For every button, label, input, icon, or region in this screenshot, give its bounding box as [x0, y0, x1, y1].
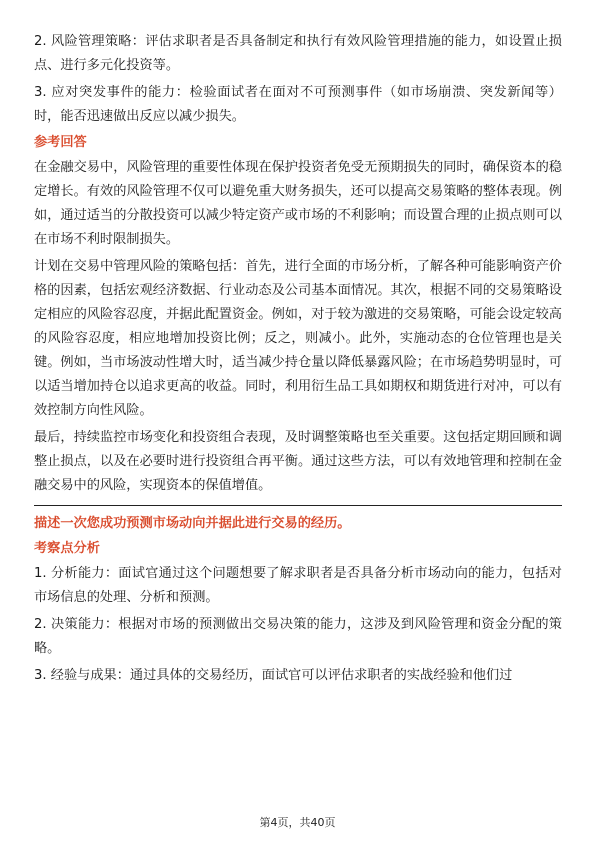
document-page [34, 30, 562, 691]
point-emergency-response: 3. 应对突发事件的能力：检验面试者在面对不可预测事件（如市场崩溃、突发新闻等）时，能否迅速做出反应以减少损失。 [34, 85, 562, 124]
reference-answer-heading: 参考回答 [34, 135, 87, 150]
section-divider [34, 505, 562, 506]
page-footer: 第4页，共40页 [259, 816, 336, 829]
analysis-point-2: 2. 决策能力：根据对市场的预测做出交易决策的能力，这涉及到风险管理和资金分配的策略。 [34, 617, 562, 656]
reference-paragraph-1: 在金融交易中，风险管理的重要性体现在保护投资者免受无预期损失的同时，确保资本的稳定增长。有效的风险管理不仅可以避免重大财务损失，还可以提高交易策略的整体表现。例如，通过适当的分散投资可以减少特定资产或市场的不利影响；而设置合理的止损点则可以在市场不利时限制损失。 [34, 160, 562, 247]
analysis-point-3: 3. 经验与成果：通过具体的交易经历，面试官可以评估求职者的实战经验和他们过 [34, 668, 513, 683]
interview-question: 描述一次您成功预测市场动向并据此进行交易的经历。 [34, 516, 351, 531]
analysis-point-1: 1. 分析能力：面试官通过这个问题想要了解求职者是否具备分析市场动向的能力，包括对市场信息的处理、分析和预测。 [34, 566, 562, 605]
point-risk-strategy: 2. 风险管理策略：评估求职者是否具备制定和执行有效风险管理措施的能力，如设置止损点、进行多元化投资等。 [34, 34, 562, 73]
analysis-heading: 考察点分析 [34, 541, 100, 556]
reference-paragraph-2: 计划在交易中管理风险的策略包括：首先，进行全面的市场分析，了解各种可能影响资产价格的因素，包括宏观经济数据、行业动态及公司基本面情况。其次，根据不同的交易策略设定相应的风险容忍度，并据此配置资金。例如，对于较为激进的交易策略，可能会设定较高的风险容忍度，相应地增加投资比例；反之，则减小。此外，实施动态的仓位管理也是关键。例如，当市场波动性增大时，适当减少持仓量以降低暴露风险；在市场趋势明显时，可以适当增加持仓以追求更高的收益。同时，利用衍生品工具如期权和期货进行对冲，可以有效控制方向性风险。 [34, 259, 562, 418]
reference-paragraph-3: 最后，持续监控市场变化和投资组合表现，及时调整策略也至关重要。这包括定期回顾和调整止损点，以及在必要时进行投资组合再平衡。通过这些方法，可以有效地管理和控制在金融交易中的风险，实现资本的保值增值。 [34, 430, 562, 493]
